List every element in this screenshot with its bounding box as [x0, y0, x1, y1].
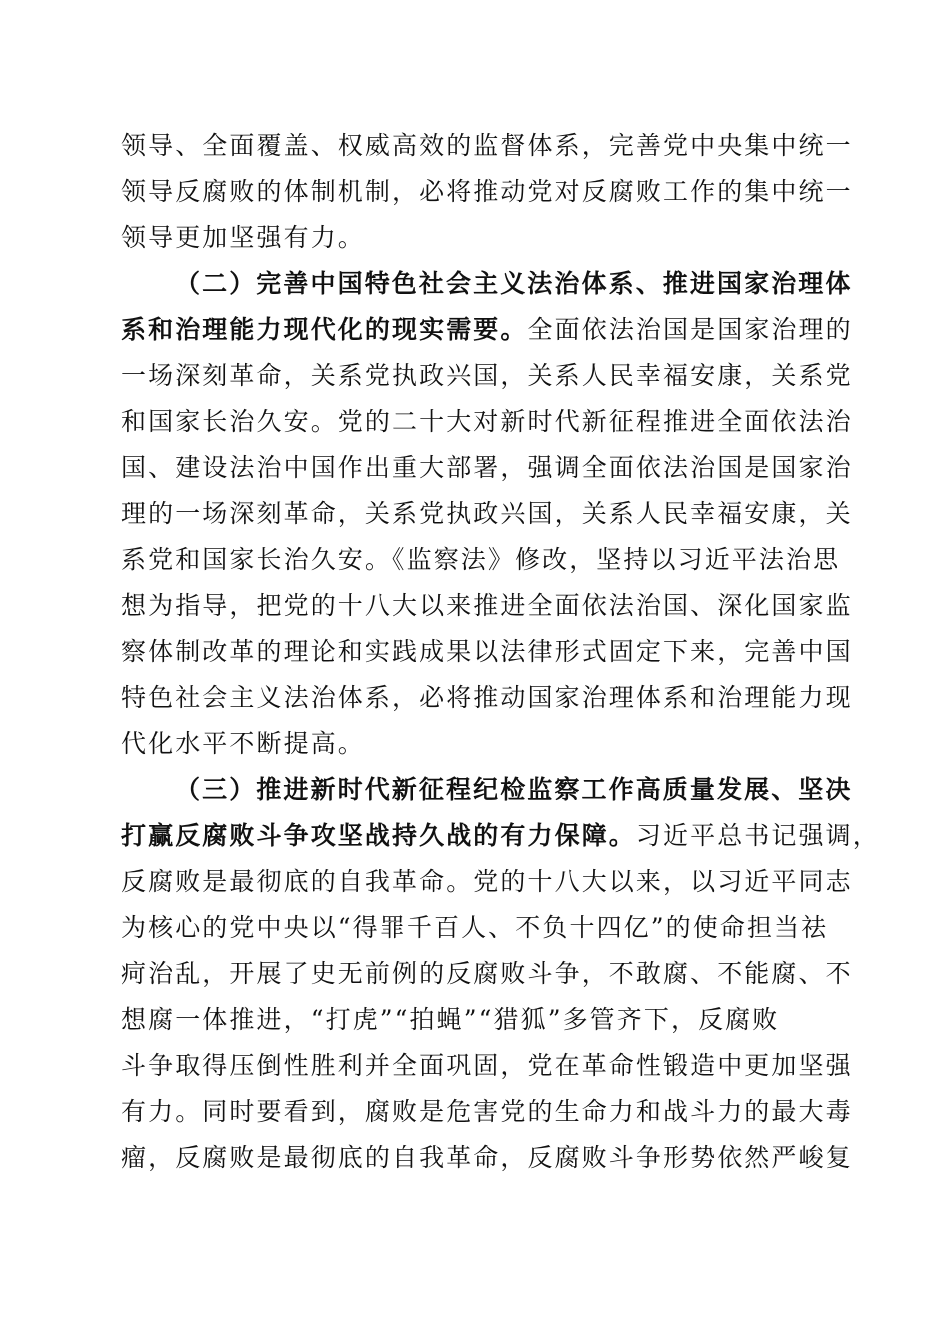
text-line [121, 399, 853, 445]
line-text: 察体制改革的理论和实践成果以法律形式固定下来，完善中国 [121, 637, 853, 666]
line-text: 习近平总书记强调， [635, 821, 880, 850]
line-text: 瘤，反腐败是最彻底的自我革命，反腐败斗争形势依然严峻复 [121, 1143, 853, 1172]
text-line [121, 1043, 853, 1089]
text-line [121, 123, 853, 169]
text-line [121, 951, 853, 997]
line-text: 领导、全面覆盖、权威高效的监督体系，完善党中央集中统一 [121, 131, 853, 160]
text-line [121, 169, 853, 215]
paragraph-2 [121, 261, 853, 767]
line-text: 和国家长治久安。党的二十大对新时代新征程推进全面依法治 [121, 407, 853, 436]
line-text: 领导反腐败的体制机制，必将推动党对反腐败工作的集中统一 [121, 177, 853, 206]
section-heading-text: 系和治理能力现代化的现实需要。 [121, 315, 528, 344]
line-text: 代化水平不断提高。 [121, 729, 365, 758]
section-heading-text: （二）完善中国特色社会主义法治体系、推进国家治理体 [175, 269, 853, 298]
line-text: 疴治乱，开展了史无前例的反腐败斗争，不敢腐、不能腐、不 [121, 959, 853, 988]
paragraph-3 [121, 767, 880, 1181]
text-line [121, 905, 827, 951]
section-heading-text: 打赢反腐败斗争攻坚战持久战的有力保障。 [121, 821, 636, 850]
heading-line [121, 307, 853, 353]
document-page [121, 123, 880, 1181]
text-line [121, 491, 853, 537]
line-text: 想为指导，把党的十八大以来推进全面依法治国、深化国家监 [121, 591, 853, 620]
line-text: 反腐败是最彻底的自我革命。党的十八大以来，以习近平同志 [121, 867, 853, 896]
section-heading-text: （三）推进新时代新征程纪检监察工作高质量发展、坚决 [175, 775, 853, 804]
text-line [121, 997, 827, 1043]
text-line [121, 629, 853, 675]
line-text: 为核心的党中央以“得罪千百人、不负十四亿”的使命担当祛 [121, 913, 829, 942]
text-line [121, 1089, 853, 1135]
text-line [121, 721, 827, 767]
heading-line [121, 767, 853, 813]
line-text: 系党和国家长治久安。《监察法》修改，坚持以习近平法治思 [121, 545, 841, 574]
line-text: 全面依法治国是国家治理的 [527, 315, 853, 344]
text-line [121, 859, 853, 905]
text-line [121, 675, 853, 721]
text-line [121, 215, 827, 261]
heading-line [121, 813, 880, 859]
line-text: 斗争取得压倒性胜利并全面巩固，党在革命性锻造中更加坚强 [121, 1051, 853, 1080]
text-line [121, 445, 853, 491]
line-text: 有力。同时要看到，腐败是危害党的生命力和战斗力的最大毒 [121, 1097, 853, 1126]
line-text: 特色社会主义法治体系，必将推动国家治理体系和治理能力现 [121, 683, 853, 712]
line-text: 国、建设法治中国作出重大部署，强调全面依法治国是国家治 [121, 453, 853, 482]
line-text: 领导更加坚强有力。 [121, 223, 365, 252]
paragraph-1 [121, 123, 853, 261]
text-line [121, 1135, 853, 1181]
text-line [121, 353, 853, 399]
text-line [121, 583, 853, 629]
line-text: 想腐一体推进，“打虎”“拍蝇”“猎狐”多管齐下，反腐败 [121, 1005, 780, 1034]
line-text: 一场深刻革命，关系党执政兴国，关系人民幸福安康，关系党 [121, 361, 853, 390]
line-text: 理的一场深刻革命，关系党执政兴国，关系人民幸福安康，关 [121, 499, 853, 528]
heading-line [121, 261, 853, 307]
text-line [121, 537, 841, 583]
